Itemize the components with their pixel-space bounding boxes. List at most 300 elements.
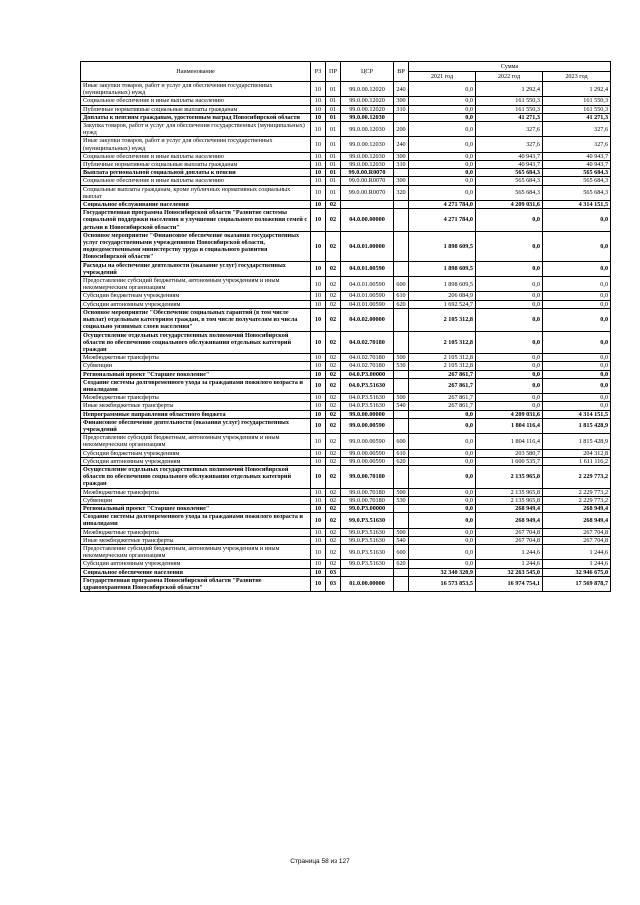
row-pr: 02 <box>326 277 341 292</box>
row-value-2021: 0,0 <box>409 82 476 97</box>
row-value-2023: 40 943,7 <box>543 152 611 160</box>
row-rz: 10 <box>311 122 326 137</box>
header-year-2022: 2022 год <box>476 72 543 82</box>
row-value-2022: 0,0 <box>476 378 543 393</box>
row-pr: 01 <box>326 177 341 185</box>
row-rz: 10 <box>311 169 326 177</box>
row-name: Субсидии автономным учреждениям <box>81 300 311 308</box>
row-rz: 10 <box>311 544 326 559</box>
row-csr: 99.0.P3.00000 <box>341 504 394 512</box>
row-value-2022: 0,0 <box>476 402 543 410</box>
row-rz: 10 <box>311 402 326 410</box>
row-vr <box>394 113 409 121</box>
row-name: Субсидии бюджетным учреждениям <box>81 449 311 457</box>
row-value-2022: 2 135 965,8 <box>476 488 543 496</box>
row-rz: 10 <box>311 378 326 393</box>
row-csr: 99.0.00.70180 <box>341 465 394 488</box>
row-pr: 01 <box>326 161 341 169</box>
table-row <box>81 496 611 504</box>
row-value-2023: 327,6 <box>543 122 611 137</box>
row-pr: 02 <box>326 362 341 370</box>
row-value-2022: 0,0 <box>476 231 543 261</box>
row-name: Финансовое обеспечение деятельности (оказания услуг) государственных учреждений <box>81 418 311 433</box>
row-vr: 600 <box>394 544 409 559</box>
row-pr: 03 <box>326 576 341 591</box>
row-csr: 99.0.00.R0070 <box>341 169 394 177</box>
table-body <box>81 82 611 592</box>
row-value-2023: 17 569 878,7 <box>543 576 611 591</box>
row-rz: 10 <box>311 457 326 465</box>
header-rz: РЗ <box>311 62 326 82</box>
table-row <box>81 231 611 261</box>
row-pr: 02 <box>326 504 341 512</box>
row-vr <box>394 231 409 261</box>
row-vr: 500 <box>394 528 409 536</box>
row-pr: 01 <box>326 97 341 105</box>
row-csr: 99.0.P3.51630 <box>341 513 394 528</box>
row-value-2023: 0,0 <box>543 354 611 362</box>
row-name: Субсидии автономным учреждениям <box>81 560 311 568</box>
table-row <box>81 544 611 559</box>
row-value-2021: 267 861,7 <box>409 394 476 402</box>
row-value-2022: 1 600 535,7 <box>476 457 543 465</box>
row-pr: 02 <box>326 300 341 308</box>
row-csr: 99.0.00.00000 <box>341 410 394 418</box>
row-value-2023: 0,0 <box>543 231 611 261</box>
row-csr: 99.0.00.70180 <box>341 488 394 496</box>
row-csr: 99.0.00.12020 <box>341 97 394 105</box>
row-value-2022: 40 943,7 <box>476 152 543 160</box>
row-value-2023: 4 314 151,5 <box>543 201 611 209</box>
row-name: Социальное обеспечение и иные выплаты населению <box>81 97 311 105</box>
row-vr: 620 <box>394 560 409 568</box>
row-value-2022: 0,0 <box>476 362 543 370</box>
row-value-2022: 267 704,8 <box>476 528 543 536</box>
row-vr <box>394 504 409 512</box>
row-name: Субвенции <box>81 362 311 370</box>
row-name: Создание системы долговременного ухода за гражданами пожилого возраста и инвалидами <box>81 513 311 528</box>
row-value-2023: 40 943,7 <box>543 161 611 169</box>
row-name: Публичные нормативные социальные выплаты гражданам <box>81 105 311 113</box>
row-value-2022: 0,0 <box>476 292 543 300</box>
document-page <box>80 61 610 592</box>
row-vr <box>394 209 409 232</box>
row-rz: 10 <box>311 231 326 261</box>
row-vr: 500 <box>394 354 409 362</box>
table-row <box>81 300 611 308</box>
row-value-2021: 1 898 609,5 <box>409 261 476 276</box>
budget-table <box>80 61 611 592</box>
row-vr <box>394 576 409 591</box>
row-rz: 10 <box>311 418 326 433</box>
table-row <box>81 418 611 433</box>
row-pr: 02 <box>326 488 341 496</box>
row-vr: 620 <box>394 457 409 465</box>
row-value-2023: 0,0 <box>543 308 611 331</box>
row-vr <box>394 378 409 393</box>
row-rz: 10 <box>311 137 326 152</box>
row-rz: 10 <box>311 576 326 591</box>
row-name: Субсидии автономным учреждениям <box>81 457 311 465</box>
row-csr: 99.0.00.12030 <box>341 152 394 160</box>
row-pr: 01 <box>326 137 341 152</box>
row-csr: 04.0.01.00590 <box>341 277 394 292</box>
row-csr: 99.0.00.12020 <box>341 82 394 97</box>
row-vr: 610 <box>394 449 409 457</box>
row-value-2023: 0,0 <box>543 331 611 354</box>
table-row <box>81 185 611 200</box>
row-vr <box>394 418 409 433</box>
table-row <box>81 410 611 418</box>
row-vr: 530 <box>394 496 409 504</box>
row-vr <box>394 370 409 378</box>
row-value-2021: 1 898 609,5 <box>409 231 476 261</box>
row-csr: 04.0.01.00000 <box>341 231 394 261</box>
table-row <box>81 402 611 410</box>
table-row <box>81 137 611 152</box>
row-csr: 99.0.00.00590 <box>341 457 394 465</box>
row-value-2023: 161 550,3 <box>543 105 611 113</box>
row-rz: 10 <box>311 185 326 200</box>
row-value-2021: 0,0 <box>409 536 476 544</box>
row-pr: 01 <box>326 105 341 113</box>
row-name: Предоставление субсидий бюджетным, автономным учреждениям и иным некоммерческим организациям <box>81 434 311 449</box>
row-value-2022: 0,0 <box>476 209 543 232</box>
row-value-2023: 268 949,4 <box>543 504 611 512</box>
row-pr: 01 <box>326 185 341 200</box>
table-row <box>81 560 611 568</box>
row-csr: 01.0.00.00000 <box>341 576 394 591</box>
row-csr <box>341 201 394 209</box>
row-csr: 99.0.00.R0070 <box>341 177 394 185</box>
row-pr: 02 <box>326 209 341 232</box>
row-value-2022: 161 550,3 <box>476 97 543 105</box>
row-value-2023: 0,0 <box>543 209 611 232</box>
row-vr: 540 <box>394 536 409 544</box>
row-value-2021: 0,0 <box>409 457 476 465</box>
row-csr: 04.0.01.00590 <box>341 261 394 276</box>
row-csr: 99.0.00.12030 <box>341 161 394 169</box>
row-pr: 02 <box>326 410 341 418</box>
row-name: Иные межбюджетные трансферты <box>81 536 311 544</box>
row-value-2023: 0,0 <box>543 362 611 370</box>
row-value-2023: 267 704,8 <box>543 528 611 536</box>
row-pr: 01 <box>326 152 341 160</box>
row-name: Социальное обеспечение и иные выплаты населению <box>81 152 311 160</box>
row-value-2021: 0,0 <box>409 504 476 512</box>
row-vr: 600 <box>394 434 409 449</box>
row-value-2023: 268 949,4 <box>543 513 611 528</box>
row-name: Социальные выплаты гражданам, кроме публичных нормативных социальных выплат <box>81 185 311 200</box>
row-vr <box>394 465 409 488</box>
row-value-2021: 0,0 <box>409 488 476 496</box>
row-name: Государственная программа Новосибирской области "Развитие системы социальной поддержки населения и улучшение социального положения семей с детьми в Новосибирской области" <box>81 209 311 232</box>
row-value-2021: 0,0 <box>409 544 476 559</box>
row-rz: 10 <box>311 177 326 185</box>
row-value-2021: 0,0 <box>409 410 476 418</box>
row-pr: 02 <box>326 370 341 378</box>
row-csr: 99.0.P3.51630 <box>341 536 394 544</box>
row-rz: 10 <box>311 362 326 370</box>
row-vr: 300 <box>394 97 409 105</box>
row-csr: 04.0.02.00000 <box>341 308 394 331</box>
table-row <box>81 161 611 169</box>
row-name: Региональный проект "Старшее поколение" <box>81 370 311 378</box>
table-row <box>81 354 611 362</box>
row-rz: 10 <box>311 105 326 113</box>
row-pr: 02 <box>326 496 341 504</box>
row-value-2023: 1 244,6 <box>543 544 611 559</box>
row-rz: 10 <box>311 560 326 568</box>
table-row <box>81 122 611 137</box>
row-vr: 240 <box>394 82 409 97</box>
row-value-2021: 267 861,7 <box>409 402 476 410</box>
table-row <box>81 97 611 105</box>
row-csr: 99.0.00.R0070 <box>341 185 394 200</box>
row-value-2023: 0,0 <box>543 300 611 308</box>
row-value-2022: 327,6 <box>476 137 543 152</box>
row-name: Межбюджетные трансферты <box>81 394 311 402</box>
row-value-2021: 16 573 853,5 <box>409 576 476 591</box>
row-pr: 01 <box>326 122 341 137</box>
row-csr: 99.0.00.12030 <box>341 137 394 152</box>
row-value-2021: 1 898 609,5 <box>409 277 476 292</box>
table-row <box>81 457 611 465</box>
header-csr: ЦСР <box>341 62 394 82</box>
row-rz: 10 <box>311 300 326 308</box>
row-value-2022: 4 209 031,6 <box>476 410 543 418</box>
table-row <box>81 209 611 232</box>
row-pr: 02 <box>326 402 341 410</box>
row-pr: 02 <box>326 528 341 536</box>
row-rz: 10 <box>311 434 326 449</box>
row-rz: 10 <box>311 536 326 544</box>
row-name: Социальное обеспечение населения <box>81 568 311 576</box>
row-csr: 99.0.P3.51630 <box>341 560 394 568</box>
row-csr: 04.0.00.00000 <box>341 209 394 232</box>
table-row <box>81 169 611 177</box>
row-value-2021: 32 340 320,9 <box>409 568 476 576</box>
row-vr: 300 <box>394 152 409 160</box>
table-row <box>81 465 611 488</box>
row-pr: 01 <box>326 113 341 121</box>
row-csr: 04.0.01.00590 <box>341 292 394 300</box>
row-value-2023: 2 229 773,2 <box>543 496 611 504</box>
row-value-2023: 0,0 <box>543 394 611 402</box>
row-csr: 04.0.02.70180 <box>341 331 394 354</box>
row-value-2022: 565 684,3 <box>476 177 543 185</box>
row-value-2021: 0,0 <box>409 560 476 568</box>
row-rz: 10 <box>311 261 326 276</box>
row-csr: 04.0.01.00590 <box>341 300 394 308</box>
row-rz: 10 <box>311 152 326 160</box>
row-value-2023: 0,0 <box>543 378 611 393</box>
row-value-2021: 0,0 <box>409 465 476 488</box>
row-pr: 01 <box>326 169 341 177</box>
row-pr: 02 <box>326 544 341 559</box>
row-value-2022: 0,0 <box>476 308 543 331</box>
row-pr: 02 <box>326 465 341 488</box>
row-pr: 02 <box>326 434 341 449</box>
row-vr <box>394 169 409 177</box>
row-value-2023: 4 314 151,5 <box>543 410 611 418</box>
row-value-2021: 0,0 <box>409 97 476 105</box>
row-value-2023: 565 684,3 <box>543 177 611 185</box>
table-row <box>81 261 611 276</box>
table-row <box>81 528 611 536</box>
row-rz: 10 <box>311 292 326 300</box>
row-value-2022: 0,0 <box>476 277 543 292</box>
row-pr: 02 <box>326 201 341 209</box>
row-name: Социальное обслуживание населения <box>81 201 311 209</box>
row-value-2023: 0,0 <box>543 292 611 300</box>
row-name: Иные закупки товаров, работ и услуг для обеспечения государственных (муниципальных) нужд <box>81 82 311 97</box>
table-row <box>81 488 611 496</box>
row-value-2022: 0,0 <box>476 370 543 378</box>
row-name: Предоставление субсидий бюджетным, автономным учреждениям и иным некоммерческим организациям <box>81 277 311 292</box>
header-year-2021: 2021 год <box>409 72 476 82</box>
row-csr <box>341 568 394 576</box>
row-name: Основное мероприятие "Обеспечение социальных гарантий (в том числе выплат) отдельным категориям граждан, в том числе получателям из числа социально уязвимых слоев населения" <box>81 308 311 331</box>
row-value-2022: 1 804 116,4 <box>476 434 543 449</box>
table-row <box>81 292 611 300</box>
row-vr: 200 <box>394 122 409 137</box>
row-value-2021: 2 105 312,8 <box>409 354 476 362</box>
row-csr: 99.0.00.12030 <box>341 113 394 121</box>
row-pr: 02 <box>326 331 341 354</box>
row-vr: 600 <box>394 277 409 292</box>
header-sum: Сумма <box>409 62 611 72</box>
row-value-2022: 0,0 <box>476 354 543 362</box>
row-name: Закупка товаров, работ и услуг для обеспечения государственных (муниципальных) нужд <box>81 122 311 137</box>
row-rz: 10 <box>311 410 326 418</box>
row-csr: 99.0.00.00590 <box>341 449 394 457</box>
row-name: Расходы на обеспечение деятельности (оказание услуг) государственных учреждений <box>81 261 311 276</box>
row-rz: 10 <box>311 97 326 105</box>
row-rz: 10 <box>311 568 326 576</box>
table-row <box>81 449 611 457</box>
row-value-2021: 0,0 <box>409 113 476 121</box>
row-value-2022: 1 244,6 <box>476 544 543 559</box>
row-vr <box>394 568 409 576</box>
row-vr <box>394 308 409 331</box>
table-row <box>81 378 611 393</box>
row-rz: 10 <box>311 82 326 97</box>
row-name: Субсидии бюджетным учреждениям <box>81 292 311 300</box>
row-csr: 04.0.P3.51630 <box>341 402 394 410</box>
header-year-2023: 2023 год <box>543 72 611 82</box>
row-csr: 99.0.00.12030 <box>341 122 394 137</box>
row-pr: 02 <box>326 513 341 528</box>
row-pr: 02 <box>326 354 341 362</box>
row-value-2023: 267 704,8 <box>543 536 611 544</box>
row-value-2023: 0,0 <box>543 261 611 276</box>
row-csr: 04.0.P3.51630 <box>341 394 394 402</box>
table-row <box>81 113 611 121</box>
row-value-2021: 0,0 <box>409 169 476 177</box>
row-vr: 240 <box>394 137 409 152</box>
table-row <box>81 362 611 370</box>
row-name: Межбюджетные трансферты <box>81 528 311 536</box>
row-name: Социальное обеспечение и иные выплаты населению <box>81 177 311 185</box>
row-name: Государственная программа Новосибирской области "Развитие здравоохранения Новосибирской области" <box>81 576 311 591</box>
row-value-2022: 327,6 <box>476 122 543 137</box>
row-vr: 540 <box>394 402 409 410</box>
row-rz: 10 <box>311 449 326 457</box>
row-pr: 02 <box>326 292 341 300</box>
row-value-2021: 0,0 <box>409 434 476 449</box>
row-value-2022: 1 244,6 <box>476 560 543 568</box>
table-row <box>81 277 611 292</box>
row-value-2023: 1 292,4 <box>543 82 611 97</box>
table-row <box>81 536 611 544</box>
row-value-2022: 0,0 <box>476 394 543 402</box>
row-value-2021: 0,0 <box>409 418 476 433</box>
row-value-2021: 2 105 312,8 <box>409 308 476 331</box>
table-row <box>81 394 611 402</box>
row-name: Создание системы долговременного ухода за гражданами пожилого возраста и инвалидами <box>81 378 311 393</box>
row-value-2021: 267 861,7 <box>409 370 476 378</box>
row-value-2021: 267 861,7 <box>409 378 476 393</box>
row-pr: 02 <box>326 418 341 433</box>
row-vr: 310 <box>394 105 409 113</box>
row-csr: 04.0.02.70180 <box>341 354 394 362</box>
row-value-2022: 203 580,7 <box>476 449 543 457</box>
table-row <box>81 201 611 209</box>
row-name: Основное мероприятие "Финансовое обеспечение оказания государственных услуг государственными учреждениями Новосибирской области, подведомственными министерству труда и социального развития Новосибирской области" <box>81 231 311 261</box>
row-rz: 10 <box>311 161 326 169</box>
row-value-2022: 40 943,7 <box>476 161 543 169</box>
row-name: Предоставление субсидий бюджетным, автономным учреждениям и иным некоммерческим организациям <box>81 544 311 559</box>
row-value-2023: 0,0 <box>543 370 611 378</box>
row-value-2023: 1 815 428,9 <box>543 434 611 449</box>
row-value-2022: 1 804 116,4 <box>476 418 543 433</box>
row-rz: 10 <box>311 504 326 512</box>
page-number: Страница 58 из 127 <box>290 858 350 865</box>
row-value-2021: 1 692 524,7 <box>409 300 476 308</box>
row-value-2022: 565 684,3 <box>476 185 543 200</box>
table-row <box>81 308 611 331</box>
row-vr <box>394 201 409 209</box>
row-csr: 99.0.P3.51630 <box>341 528 394 536</box>
table-row <box>81 152 611 160</box>
row-name: Непрограммные направления областного бюджета <box>81 410 311 418</box>
row-vr: 530 <box>394 362 409 370</box>
row-pr: 02 <box>326 378 341 393</box>
row-value-2022: 4 209 031,6 <box>476 201 543 209</box>
row-value-2022: 0,0 <box>476 331 543 354</box>
row-value-2021: 0,0 <box>409 528 476 536</box>
table-row <box>81 82 611 97</box>
row-value-2022: 0,0 <box>476 300 543 308</box>
row-csr: 04.0.P3.00000 <box>341 370 394 378</box>
row-value-2021: 0,0 <box>409 449 476 457</box>
row-rz: 10 <box>311 331 326 354</box>
row-pr: 02 <box>326 261 341 276</box>
row-rz: 10 <box>311 488 326 496</box>
header-vr: ВР <box>394 62 409 82</box>
row-value-2023: 0,0 <box>543 277 611 292</box>
row-value-2022: 41 271,3 <box>476 113 543 121</box>
header-name: Наименование <box>81 62 311 82</box>
row-name: Осуществление отдельных государственных полномочий Новосибирской области по обеспечению социального обслуживания отдельных категорий граждан <box>81 331 311 354</box>
row-value-2022: 2 135 965,8 <box>476 496 543 504</box>
row-value-2022: 2 135 965,8 <box>476 465 543 488</box>
table-row <box>81 576 611 591</box>
row-value-2022: 1 292,4 <box>476 82 543 97</box>
table-row <box>81 513 611 528</box>
row-rz: 10 <box>311 513 326 528</box>
